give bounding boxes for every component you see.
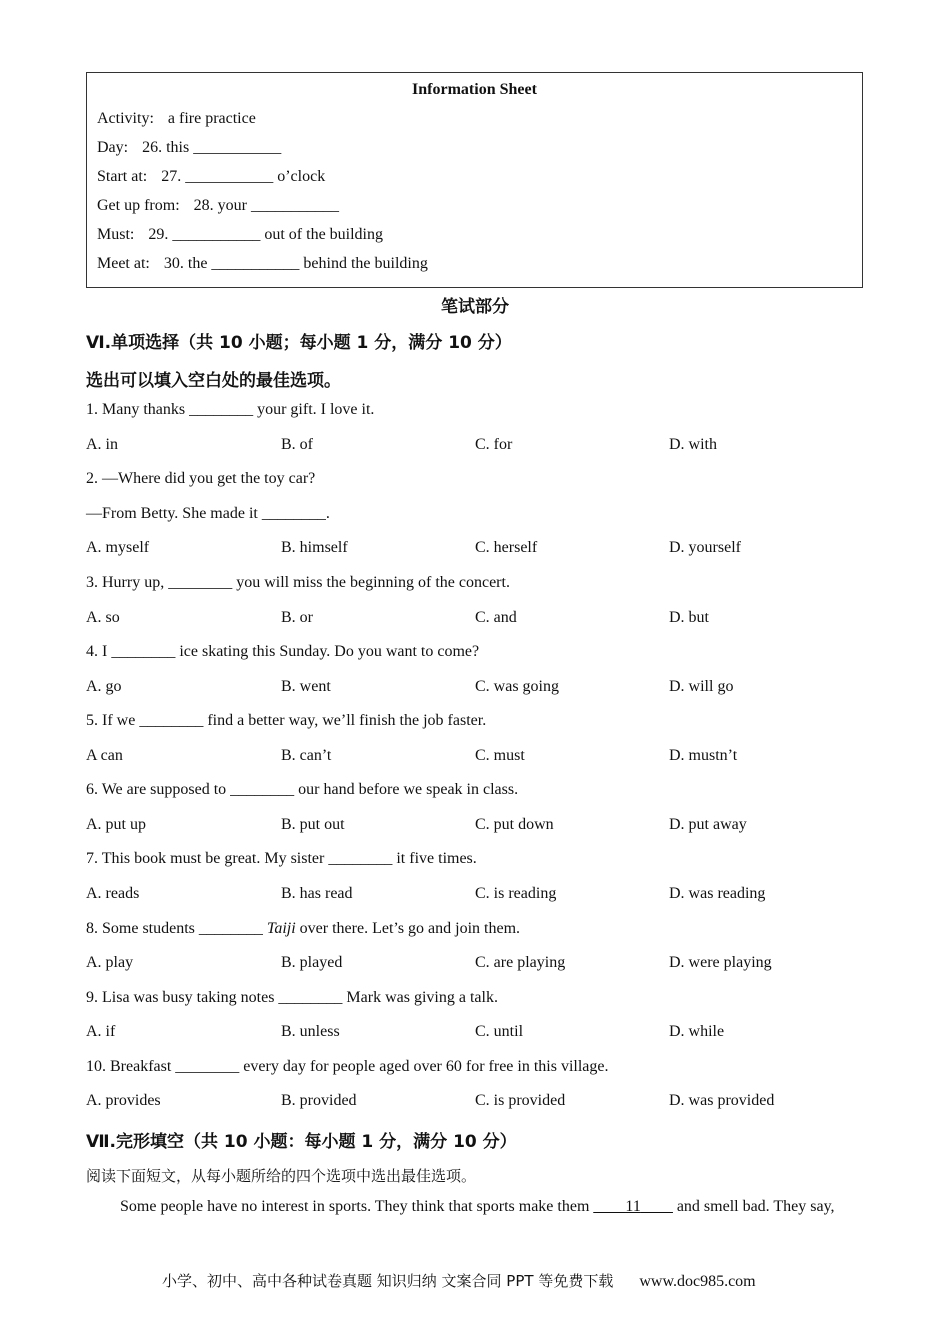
section-6-title: Ⅵ.单项选择（共 10 小题；每小题 1 分，满分 10 分） (86, 333, 512, 353)
q7-option-a: A. reads (86, 885, 140, 902)
info-row-day: Day: 26. this ___________ (97, 139, 282, 156)
info-row-meet-at: Meet at: 30. the ___________ behind the building (97, 255, 428, 272)
q7-option-c: C. is reading (475, 885, 557, 902)
question-10-stem: 10. Breakfast ________ every day for people aged over 60 for free in this village. (86, 1058, 609, 1075)
question-1-stem: 1. Many thanks ________ your gift. I love it. (86, 401, 375, 418)
q4-option-a: A. go (86, 678, 122, 695)
q6-option-b: B. put out (281, 816, 345, 833)
q10-option-d: D. was provided (669, 1092, 775, 1109)
question-4-stem: 4. I ________ ice skating this Sunday. Do you want to come? (86, 643, 480, 660)
question-6-stem: 6. We are supposed to ________ our hand before we speak in class. (86, 781, 519, 798)
q8-option-c: C. are playing (475, 954, 566, 971)
q8-option-b: B. played (281, 954, 343, 971)
cloze-blank-11: ____11____ (593, 1198, 673, 1215)
q1-option-c: C. for (475, 436, 513, 453)
q4-option-d: D. will go (669, 678, 734, 695)
exam-part-title: 笔试部分 (441, 297, 509, 317)
q9-option-c: C. until (475, 1023, 524, 1040)
section-7-instruction: 阅读下面短文，从每小题所给的四个选项中选出最佳选项。 (86, 1167, 477, 1185)
q6-option-c: C. put down (475, 816, 554, 833)
q7-option-d: D. was reading (669, 885, 766, 902)
cloze-passage-line: Some people have no interest in sports. They think that sports make them ____11____ and smell bad. They say, (120, 1198, 835, 1215)
section-6-instruction: 选出可以填入空白处的最佳选项。 (86, 371, 341, 391)
information-sheet-title: Information Sheet (412, 81, 537, 98)
q1-option-d: D. with (669, 436, 717, 453)
info-row-activity: Activity: a fire practice (97, 110, 256, 127)
q5-option-d: D. mustn’t (669, 747, 738, 764)
q3-option-a: A. so (86, 609, 120, 626)
q8-option-d: D. were playing (669, 954, 772, 971)
q2-option-d: D. yourself (669, 539, 741, 556)
q9-option-d: D. while (669, 1023, 725, 1040)
q3-option-b: B. or (281, 609, 313, 626)
footer-text: 小学、初中、高中各种试卷真题 知识归纳 文案合同 PPT 等免费下载 (162, 1272, 614, 1290)
q10-option-b: B. provided (281, 1092, 357, 1109)
question-7-stem: 7. This book must be great. My sister ________ it five times. (86, 850, 477, 867)
question-3-stem: 3. Hurry up, ________ you will miss the beginning of the concert. (86, 574, 510, 591)
q1-option-b: B. of (281, 436, 313, 453)
q2-option-b: B. himself (281, 539, 348, 556)
q6-option-d: D. put away (669, 816, 747, 833)
q10-option-a: A. provides (86, 1092, 161, 1109)
q3-option-d: D. but (669, 609, 709, 626)
q2-option-c: C. herself (475, 539, 538, 556)
question-2-stem: 2. —Where did you get the toy car? (86, 470, 316, 487)
info-row-must: Must: 29. ___________ out of the building (97, 226, 383, 243)
question-5-stem: 5. If we ________ find a better way, we’ll finish the job faster. (86, 712, 487, 729)
question-9-stem: 9. Lisa was busy taking notes ________ Mark was giving a talk. (86, 989, 498, 1006)
q8-option-a: A. play (86, 954, 134, 971)
q3-option-c: C. and (475, 609, 517, 626)
info-row-get-up-from: Get up from: 28. your ___________ (97, 197, 339, 214)
q1-option-a: A. in (86, 436, 118, 453)
info-row-start-at: Start at: 27. ___________ o’clock (97, 168, 326, 185)
footer-url[interactable]: www.doc985.com (639, 1273, 756, 1290)
q4-option-c: C. was going (475, 678, 559, 695)
q5-option-b: B. can’t (281, 747, 332, 764)
q5-option-a: A can (86, 747, 123, 764)
q4-option-b: B. went (281, 678, 331, 695)
q2-option-a: A. myself (86, 539, 150, 556)
information-sheet-box (86, 72, 863, 288)
q10-option-c: C. is provided (475, 1092, 566, 1109)
q6-option-a: A. put up (86, 816, 146, 833)
section-7-title: Ⅶ.完形填空（共 10 小题：每小题 1 分，满分 10 分） (86, 1132, 517, 1152)
question-8-stem: 8. Some students ________ Taiji over there. Let’s go and join them. (86, 920, 521, 937)
q7-option-b: B. has read (281, 885, 353, 902)
q9-option-b: B. unless (281, 1023, 340, 1040)
question-2-stem-reply: —From Betty. She made it ________. (86, 505, 330, 522)
page-footer (162, 1270, 756, 1291)
q9-option-a: A. if (86, 1023, 116, 1040)
q5-option-c: C. must (475, 747, 525, 764)
